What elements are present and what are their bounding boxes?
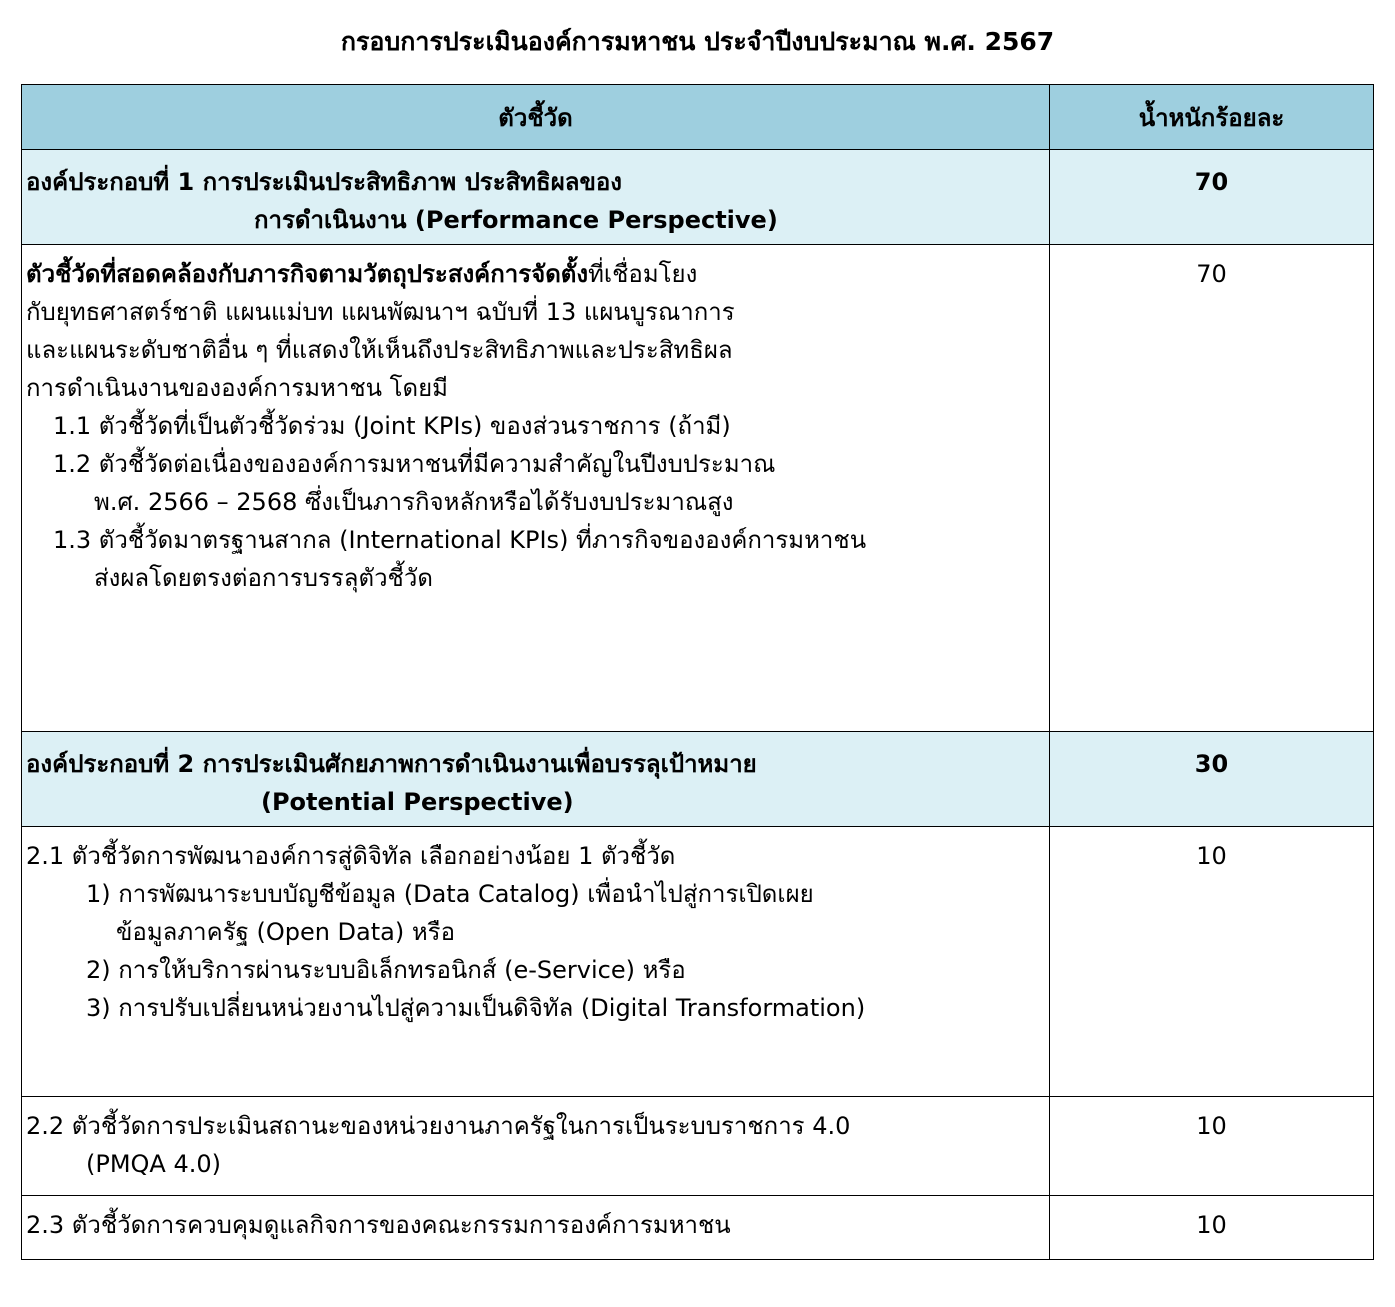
page-title: กรอบการประเมินองค์การมหาชน ประจำปีงบประมาณ พ.ศ. 2567 [340, 27, 1055, 56]
indicator-row-2-1 [22, 827, 1374, 1097]
component-1-line-2: การดำเนินงาน (Performance Perspective) [254, 206, 778, 234]
row-1-lead-bold: ตัวชี้วัดที่สอดคล้องกับภารกิจตามวัตถุประสงค์การจัดตั้ง [26, 260, 589, 288]
option-3: 3) การปรับเปลี่ยนหน่วยงานไปสู่ความเป็นดิจิทัล (Digital Transformation) [86, 994, 866, 1022]
indicator-row-2-3-weight-cell [1050, 1196, 1374, 1260]
indicator-row-2-2-weight-cell [1050, 1097, 1374, 1196]
indicator-row-2-2-text [22, 1097, 1050, 1196]
indicator-row-1-weight-cell [1050, 245, 1374, 732]
row-2-2-line-2: (PMQA 4.0) [86, 1150, 222, 1178]
component-2-weight-cell [1050, 732, 1374, 827]
indicator-row-1-text [22, 245, 1050, 732]
component-2-row [22, 732, 1374, 827]
indicator-row-2-1-text [22, 827, 1050, 1097]
row-2-1-weight: 10 [1196, 842, 1227, 870]
item-1-2-line-1: 1.2 ตัวชี้วัดต่อเนื่องขององค์การมหาชนที่มีความสำคัญในปีงบประมาณ [53, 450, 776, 478]
evaluation-framework-table [21, 84, 1374, 1260]
row-2-2-weight: 10 [1196, 1112, 1227, 1140]
option-2: 2) การให้บริการผ่านระบบอิเล็กทรอนิกส์ (e-Service) หรือ [86, 956, 686, 984]
row-2-3-weight: 10 [1196, 1211, 1227, 1239]
indicator-row-1 [22, 245, 1374, 732]
row-1-line-3: และแผนระดับชาติอื่น ๆ ที่แสดงให้เห็นถึงประสิทธิภาพและประสิทธิผล [26, 336, 733, 364]
row-1-line-4: การดำเนินงานขององค์การมหาชน โดยมี [26, 374, 449, 402]
component-2-line-1: องค์ประกอบที่ 2 การประเมินศักยภาพการดำเนินงานเพื่อบรรลุเป้าหมาย [26, 750, 757, 778]
component-1-weight-cell [1050, 150, 1374, 245]
indicator-row-2-1-weight-cell [1050, 827, 1374, 1097]
item-1-2-line-2: พ.ศ. 2566 – 2568 ซึ่งเป็นภารกิจหลักหรือได้รับงบประมาณสูง [94, 488, 734, 516]
item-1-1: 1.1 ตัวชี้วัดที่เป็นตัวชี้วัดร่วม (Joint KPIs) ของส่วนราชการ (ถ้ามี) [53, 412, 731, 440]
header-weight: น้ำหนักร้อยละ [1050, 85, 1374, 150]
option-1-line-1: 1) การพัฒนาระบบบัญชีข้อมูล (Data Catalog) เพื่อนำไปสู่การเปิดเผย [86, 880, 814, 908]
component-2-title [22, 732, 1050, 827]
indicator-row-2-2 [22, 1097, 1374, 1196]
item-1-3-line-2: ส่งผลโดยตรงต่อการบรรลุตัวชี้วัด [94, 564, 433, 592]
row-1-weight: 70 [1196, 260, 1227, 288]
option-1-line-2: ข้อมูลภาครัฐ (Open Data) หรือ [116, 918, 455, 946]
item-1-3-line-1: 1.3 ตัวชี้วัดมาตรฐานสากล (International KPIs) ที่ภารกิจขององค์การมหาชน [53, 526, 867, 554]
row-1-lead-rest: ที่เชื่อมโยง [588, 260, 698, 288]
component-1-row [22, 150, 1374, 245]
component-1-title [22, 150, 1050, 245]
indicator-row-2-3 [22, 1196, 1374, 1260]
row-1-lead [26, 245, 1049, 293]
indicator-row-2-3-text [22, 1196, 1050, 1260]
component-2-line-2: (Potential Perspective) [261, 788, 574, 816]
header-indicator: ตัวชี้วัด [22, 85, 1050, 150]
component-2-weight: 30 [1194, 750, 1229, 778]
row-2-3-line-1: 2.3 ตัวชี้วัดการควบคุมดูแลกิจการของคณะกรรมการองค์การมหาชน [26, 1211, 731, 1239]
row-1-line-2: กับยุทธศาสตร์ชาติ แผนแม่บท แผนพัฒนาฯ ฉบับที่ 13 แผนบูรณาการ [26, 298, 735, 326]
component-1-weight: 70 [1194, 168, 1229, 196]
row-2-1-line-1: 2.1 ตัวชี้วัดการพัฒนาองค์การสู่ดิจิทัล เลือกอย่างน้อย 1 ตัวชี้วัด [26, 842, 676, 870]
table-header-row [22, 85, 1374, 150]
row-2-2-line-1: 2.2 ตัวชี้วัดการประเมินสถานะของหน่วยงานภาครัฐในการเป็นระบบราชการ 4.0 [26, 1112, 851, 1140]
component-1-line-1: องค์ประกอบที่ 1 การประเมินประสิทธิภาพ ประสิทธิผลของ [26, 168, 623, 196]
